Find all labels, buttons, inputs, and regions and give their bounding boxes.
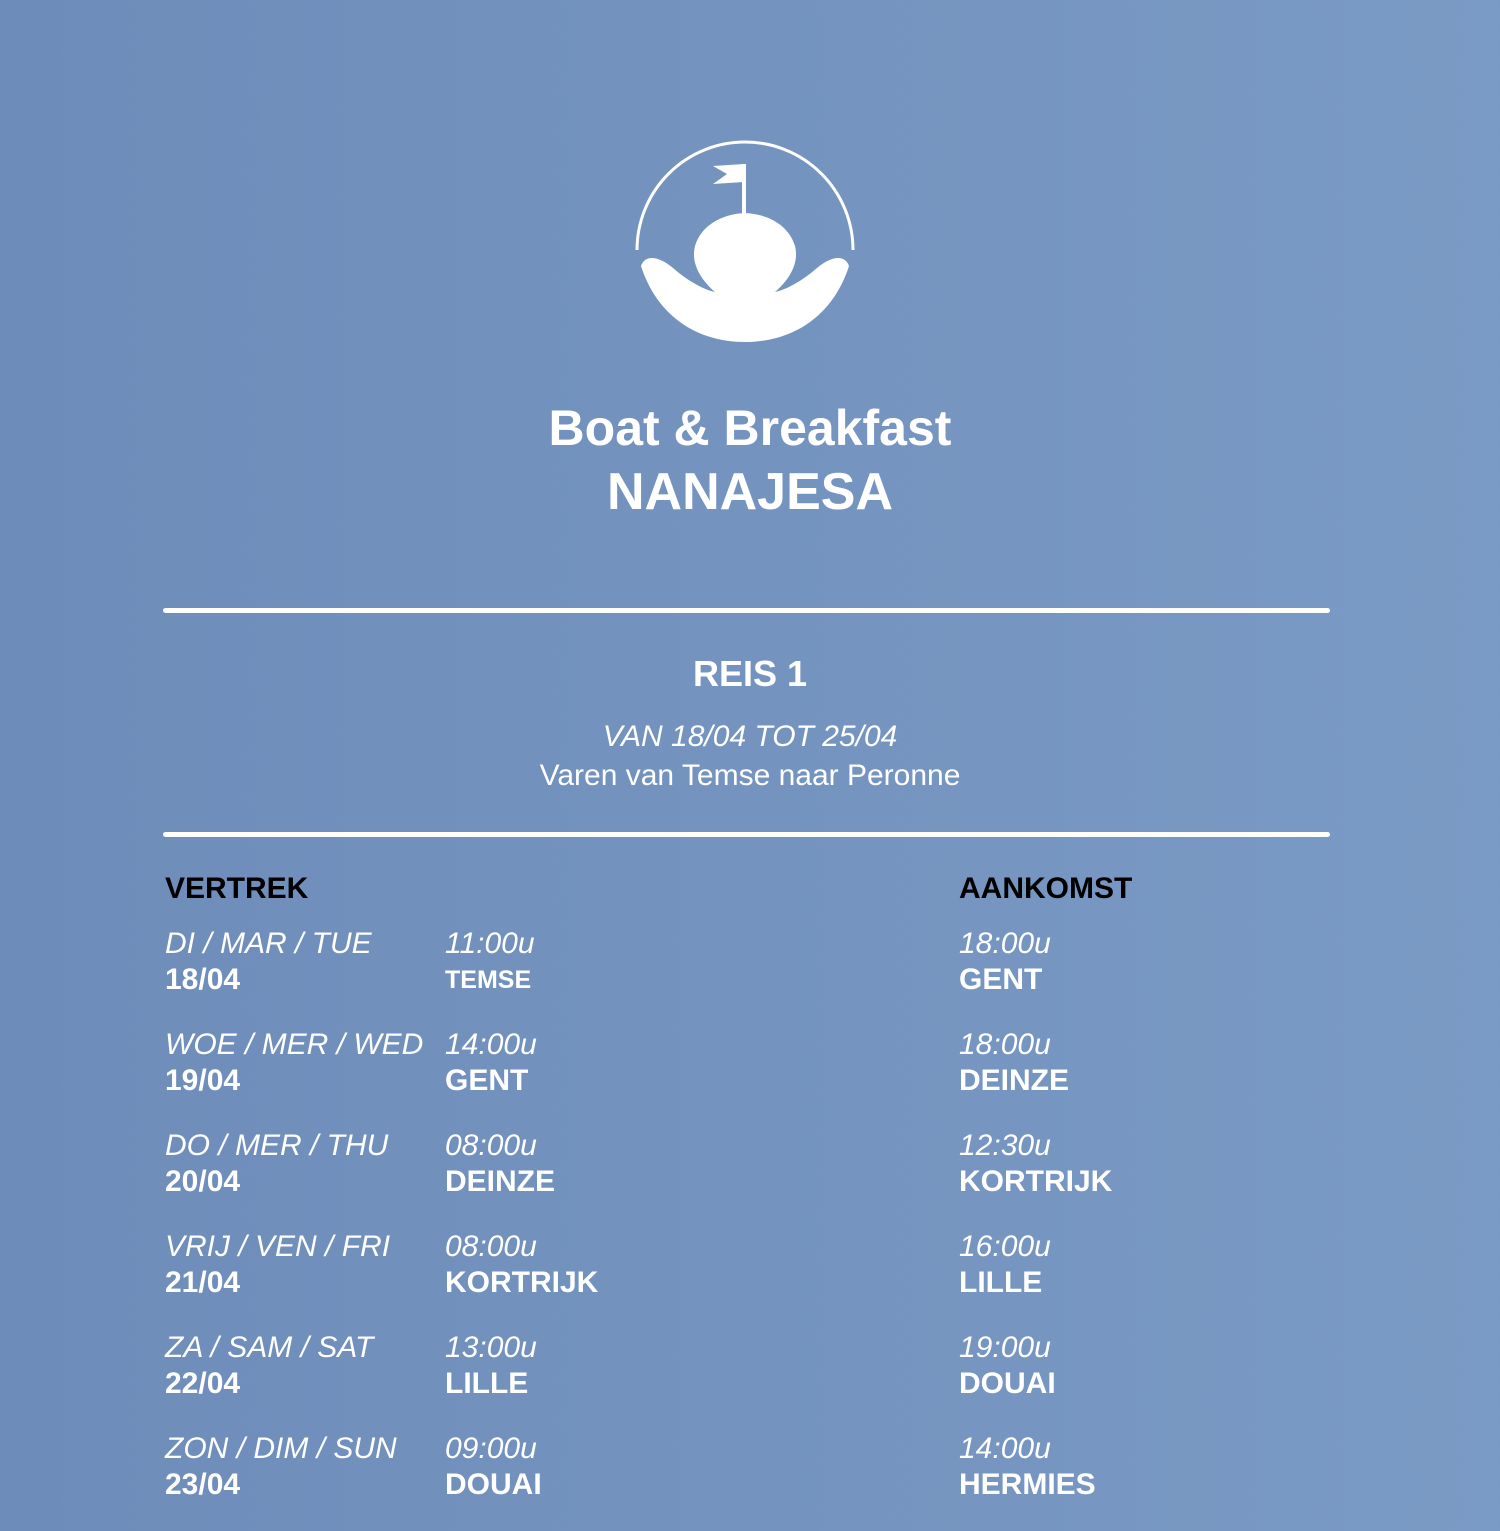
trip-title: REIS 1 [692, 653, 808, 694]
trip-dates: VAN 18/04 TOT 25/04 [602, 720, 898, 753]
day-cell [165, 1430, 397, 1502]
weekday: VRIJ / VEN / FRI [165, 1230, 391, 1263]
weekday: ZA / SAM / SAT [165, 1331, 374, 1364]
day-cell [165, 1228, 390, 1300]
departure-place: DEINZE [445, 1165, 556, 1198]
arrival-time: 19:00u [959, 1331, 1051, 1364]
departure-cell [445, 1228, 598, 1300]
arrival-place: LILLE [959, 1266, 1043, 1299]
departure-time: 14:00u [445, 1028, 537, 1061]
date: 21/04 [165, 1266, 241, 1299]
departure-place: TEMSE [445, 966, 532, 994]
schedule-row [0, 1430, 1500, 1531]
departure-time: 08:00u [445, 1230, 537, 1263]
weekday: ZON / DIM / SUN [165, 1432, 397, 1465]
departure-place: GENT [445, 1064, 529, 1097]
schedule-row [0, 1329, 1500, 1430]
weekday: WOE / MER / WED [165, 1028, 424, 1061]
arrival-time: 16:00u [959, 1230, 1051, 1263]
divider-top [163, 608, 1330, 613]
departure-place: LILLE [445, 1367, 529, 1400]
departure-cell [445, 1329, 537, 1401]
day-cell [165, 1329, 373, 1401]
day-cell [165, 925, 372, 997]
date: 23/04 [165, 1468, 241, 1501]
date: 18/04 [165, 963, 241, 996]
departure-cell [445, 1127, 555, 1199]
schedule-row [0, 925, 1500, 1026]
date: 19/04 [165, 1064, 241, 1097]
departure-cell [445, 1430, 542, 1502]
brand-name: Boat & Breakfast [548, 400, 952, 456]
schedule-row [0, 1228, 1500, 1329]
weekday: DO / MER / THU [165, 1129, 389, 1162]
departure-cell [445, 1026, 537, 1098]
departure-place: KORTRIJK [445, 1266, 599, 1299]
schedule-row [0, 1127, 1500, 1228]
departure-time: 09:00u [445, 1432, 537, 1465]
date: 22/04 [165, 1367, 241, 1400]
schedule-list [0, 925, 1500, 1531]
arrival-cell [959, 1329, 1056, 1401]
day-cell [165, 1127, 388, 1199]
departure-place: DOUAI [445, 1468, 542, 1501]
divider-bottom [163, 832, 1330, 837]
boat-logo-icon [633, 118, 857, 344]
arrival-time: 12:30u [959, 1129, 1051, 1162]
arrival-heading: AANKOMST [959, 872, 1133, 905]
weekday: DI / MAR / TUE [165, 927, 372, 960]
day-cell [165, 1026, 423, 1098]
arrival-place: KORTRIJK [959, 1165, 1113, 1198]
departure-time: 13:00u [445, 1331, 537, 1364]
arrival-place: HERMIES [959, 1468, 1096, 1501]
trip-route: Varen van Temse naar Peronne [539, 759, 961, 792]
arrival-place: DEINZE [959, 1064, 1070, 1097]
arrival-time: 18:00u [959, 927, 1051, 960]
date: 20/04 [165, 1165, 241, 1198]
boat-name: NANAJESA [606, 463, 894, 521]
schedule-row [0, 1026, 1500, 1127]
arrival-cell [959, 1228, 1051, 1300]
arrival-time: 14:00u [959, 1432, 1051, 1465]
arrival-time: 18:00u [959, 1028, 1051, 1061]
departure-time: 08:00u [445, 1129, 537, 1162]
arrival-place: GENT [959, 963, 1043, 996]
departure-time: 11:00u [445, 927, 535, 960]
arrival-place: DOUAI [959, 1367, 1056, 1400]
arrival-cell [959, 1430, 1096, 1502]
departure-cell [445, 925, 535, 997]
arrival-cell [959, 925, 1051, 997]
arrival-cell [959, 1026, 1069, 1098]
arrival-cell [959, 1127, 1112, 1199]
departure-heading: VERTREK [165, 872, 309, 905]
